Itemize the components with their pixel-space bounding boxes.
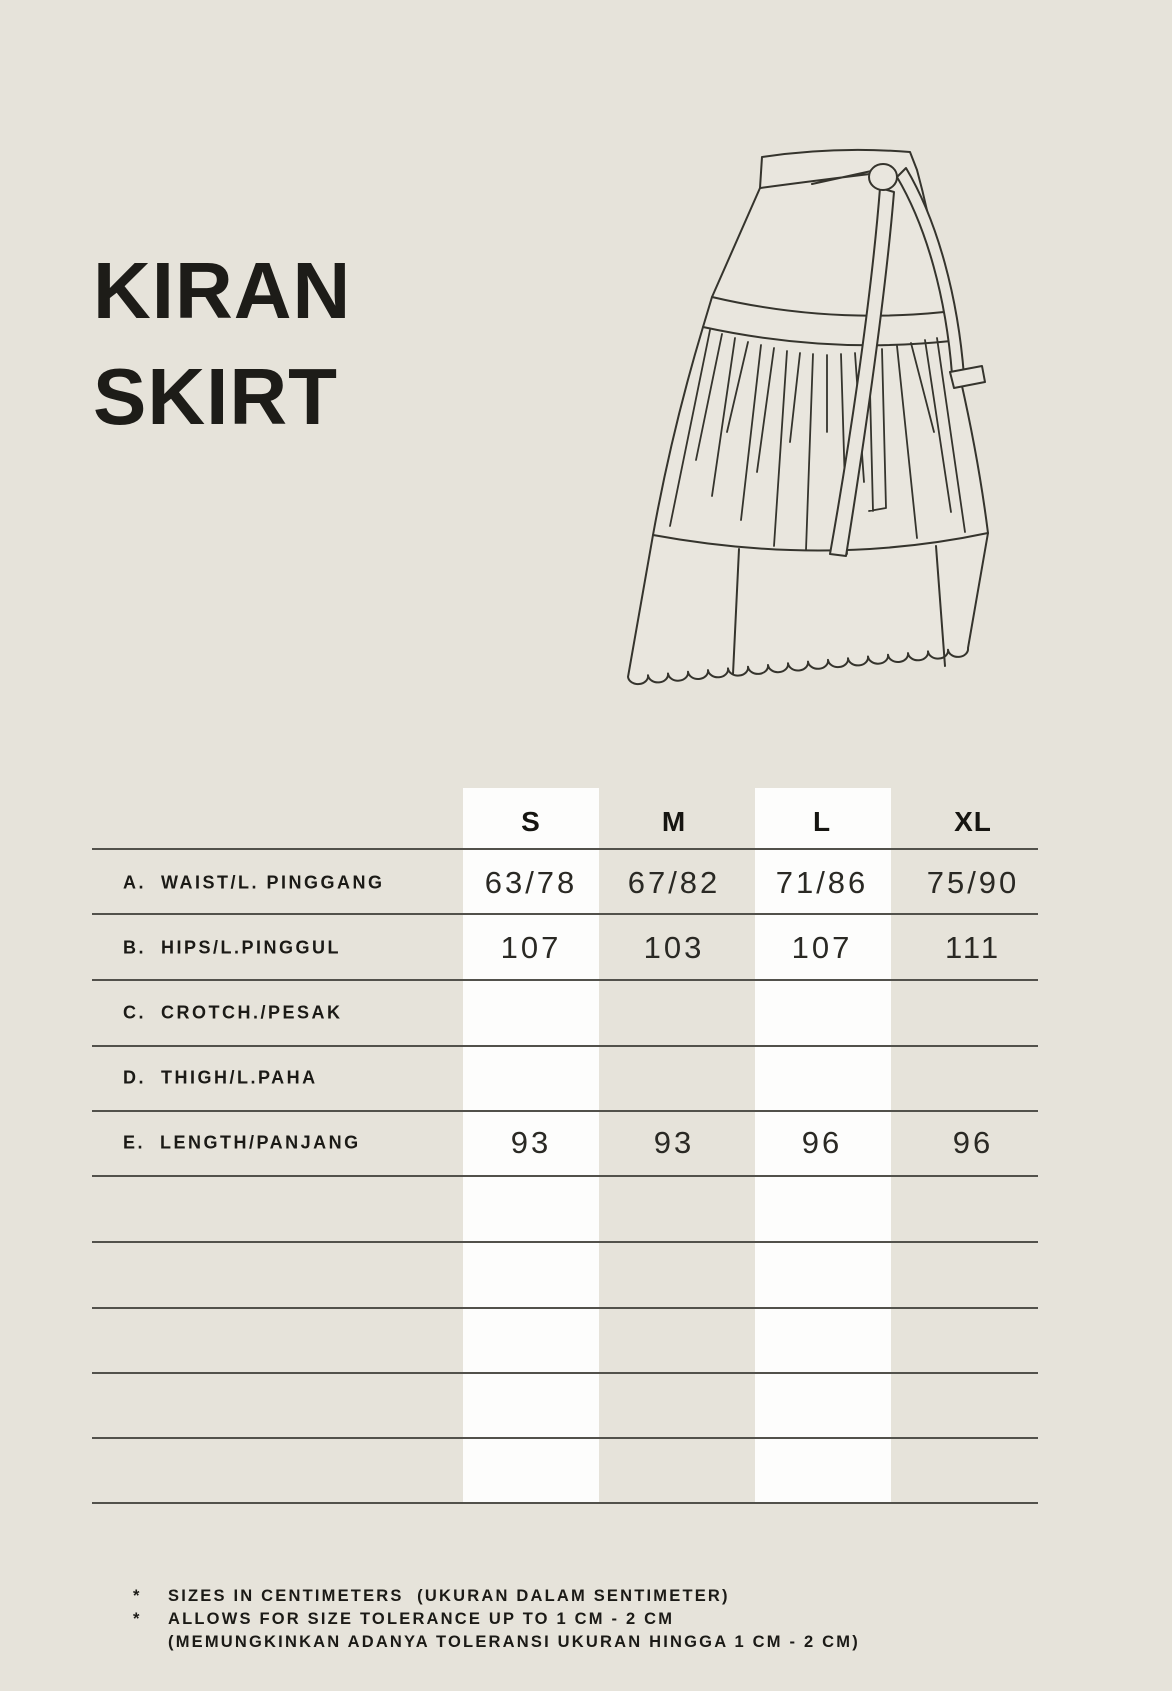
footnote-tolerance: [133, 1608, 860, 1631]
table-rule: [92, 1437, 1038, 1439]
footnote-text: (MEMUNGKINKAN ADANYA TOLERANSI UKURAN HINGGA 1 CM - 2 CM): [168, 1633, 860, 1651]
table-rule: [92, 848, 1038, 850]
footnote-asterisk: *: [133, 1610, 142, 1628]
column-header-l: L: [812, 806, 832, 837]
cell-hips-s: 107: [500, 930, 562, 965]
page-title-line2: SKIRT: [93, 352, 338, 441]
table-rule: [92, 1502, 1038, 1504]
row-label-hips: B. HIPS/L.PINGGUL: [123, 937, 342, 958]
table-rule: [92, 1241, 1038, 1243]
skirt-knot: [869, 164, 897, 190]
cell-length-m: 93: [653, 1125, 695, 1160]
cell-waist-m: 67/82: [627, 865, 721, 900]
footnote-text: SIZES IN CENTIMETERS (UKURAN DALAM SENTIMETER): [168, 1587, 730, 1605]
table-rule: [92, 913, 1038, 915]
footnote-asterisk: [133, 1631, 168, 1654]
footnote-units: [133, 1585, 860, 1608]
cell-waist-l: 71/86: [775, 865, 869, 900]
table-rule: [92, 1307, 1038, 1309]
footnote-asterisk: *: [133, 1587, 142, 1605]
table-rule: [92, 1110, 1038, 1112]
row-label-length: E. LENGTH/PANJANG: [123, 1132, 361, 1153]
column-header-xl: XL: [954, 806, 992, 837]
table-rule: [92, 1175, 1038, 1177]
footnote-text: ALLOWS FOR SIZE TOLERANCE UP TO 1 CM - 2 CM: [168, 1610, 675, 1628]
row-label-crotch: C. CROTCH./PESAK: [123, 1002, 343, 1023]
cell-hips-m: 103: [643, 930, 705, 965]
table-rule: [92, 1372, 1038, 1374]
table-rule: [92, 979, 1038, 981]
table-rule: [92, 1045, 1038, 1047]
cell-length-l: 96: [801, 1125, 843, 1160]
cell-length-xl: 96: [952, 1125, 994, 1160]
cell-hips-xl: 111: [944, 930, 1002, 965]
skirt-illustration: [560, 130, 1000, 692]
column-header-m: M: [661, 806, 687, 837]
cell-waist-s: 63/78: [484, 865, 578, 900]
cell-length-s: 93: [510, 1125, 552, 1160]
page-title: [93, 238, 351, 450]
row-label-thigh: D. THIGH/L.PAHA: [123, 1067, 318, 1088]
column-header-s: S: [521, 806, 541, 837]
page-title-line1: KIRAN: [93, 246, 352, 335]
cell-hips-l: 107: [791, 930, 853, 965]
footnotes: [133, 1585, 860, 1654]
cell-waist-xl: 75/90: [926, 865, 1020, 900]
footnote-tolerance-id: [133, 1631, 860, 1654]
row-label-waist: A. WAIST/L. PINGGANG: [123, 872, 385, 893]
